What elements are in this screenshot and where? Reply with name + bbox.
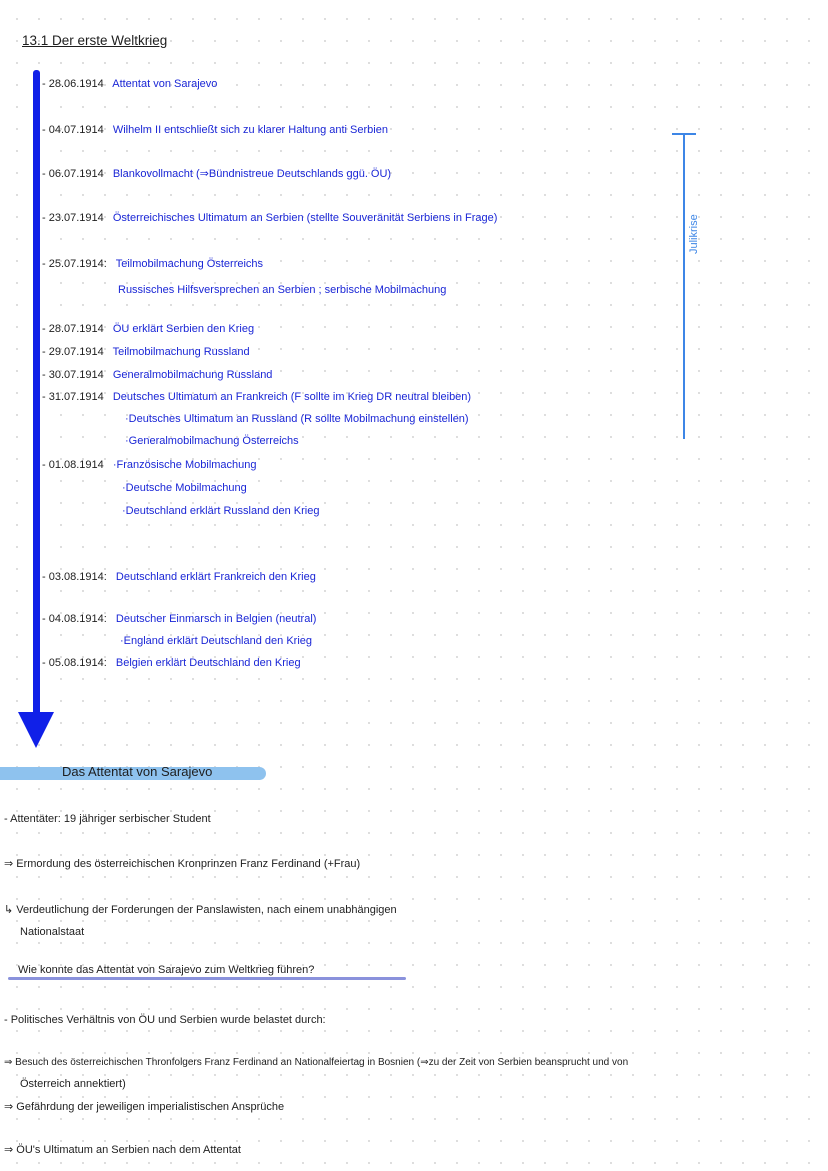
timeline-sub-event: Russisches Hilfsversprechen an Serbien ; serbische Mobilmachung [118, 284, 447, 296]
timeline-row [42, 257, 263, 271]
note-line: Nationalstaat [20, 926, 85, 938]
timeline-row [42, 77, 217, 91]
timeline-date: - 28.07.1914 [42, 323, 104, 335]
timeline-bar [33, 70, 40, 720]
timeline-date: - 25.07.1914: [42, 258, 107, 270]
note-line: ↳ Verdeutlichung der Forderungen der Panslawisten, nach einem unabhängigen [4, 904, 397, 916]
timeline-event: Deutschland erklärt Frankreich den Krieg [115, 571, 316, 583]
timeline-event: Teilmobilmachung Österreichs [115, 258, 264, 270]
note-line: ⇒ Gefährdung der jeweiligen imperialistischen Ansprüche [4, 1101, 285, 1113]
note-line: ⇒ Ermordung des österreichischen Kronprinzen Franz Ferdinand (+Frau) [4, 858, 361, 870]
timeline-event: Teilmobilmachung Russland [112, 346, 250, 358]
note-line: ⇒ Besuch des österreichischen Thronfolgers Franz Ferdinand an Nationalfeiertag in Bosnien (⇒zu der Zeit von Serbien beansprucht und von [4, 1057, 629, 1068]
timeline-sub-event: ·Deutsches Ultimatum an Russland (R sollte Mobilmachung einstellen) [125, 413, 469, 425]
timeline-row [42, 368, 272, 382]
note-line: - Attentäter: 19 jähriger serbischer Student [4, 813, 211, 825]
timeline-date: - 30.07.1914 [42, 369, 104, 381]
timeline-row [42, 322, 254, 336]
timeline-event: Attentat von Sarajevo [112, 78, 218, 90]
timeline-event: Österreichisches Ultimatum an Serbien (stellte Souveränität Serbiens in Frage) [112, 212, 498, 224]
timeline-sub-event: ·Deutsche Mobilmachung [122, 482, 247, 494]
timeline-date: - 01.08.1914 [42, 459, 104, 471]
timeline-date: - 05.08.1914: [42, 657, 107, 669]
timeline-date: - 04.07.1914 [42, 124, 104, 136]
page-title: 13.1 Der erste Weltkrieg [22, 33, 168, 48]
crisis-label: Julikrise [688, 214, 700, 254]
note-line: ⇒ ÖU's Ultimatum an Serbien nach dem Attentat [4, 1144, 241, 1156]
timeline-event: Deutsches Ultimatum an Frankreich (F sollte im Krieg DR neutral bleiben) [112, 391, 472, 403]
timeline-sub-event: ·Generalmobilmachung Österreichs [125, 435, 299, 447]
timeline-date: - 03.08.1914: [42, 571, 107, 583]
timeline-event: Wilhelm II entschließt sich zu klarer Haltung anti Serbien [112, 124, 388, 136]
question-underline [8, 977, 406, 980]
timeline-event: ÖU erklärt Serbien den Krieg [112, 323, 255, 335]
timeline-sub-event: ·England erklärt Deutschland den Krieg [120, 635, 313, 647]
timeline-row [42, 167, 391, 181]
timeline-row [42, 345, 250, 359]
timeline-row [42, 612, 316, 626]
timeline-row [42, 390, 471, 404]
timeline-date: - 28.06.1914 [42, 78, 104, 90]
timeline-date: - 23.07.1914 [42, 212, 104, 224]
timeline-date: - 31.07.1914 [42, 391, 104, 403]
note-line: - Politisches Verhältnis von ÖU und Serbien wurde belastet durch: [4, 1014, 326, 1026]
timeline-sub-event: ·Deutschland erklärt Russland den Krieg [122, 505, 320, 517]
timeline-row [42, 458, 257, 472]
timeline-row [42, 570, 316, 584]
timeline-arrow-icon [18, 712, 54, 748]
timeline-row [42, 211, 497, 225]
timeline-event: Deutscher Einmarsch in Belgien (neutral) [115, 613, 317, 625]
timeline-date: - 04.08.1914: [42, 613, 107, 625]
question-title: Wie konnte das Attentat von Sarajevo zum Weltkrieg führen? [18, 964, 315, 976]
timeline-row [42, 656, 301, 670]
timeline-event: Belgien erklärt Deutschland den Krieg [115, 657, 301, 669]
section-title: Das Attentat von Sarajevo [62, 764, 213, 779]
crisis-bracket-line [683, 133, 685, 439]
timeline-event: Blankovollmacht (⇒Bündnistreue Deutschlands ggü. ÖU) [112, 168, 392, 180]
timeline-date: - 06.07.1914 [42, 168, 104, 180]
timeline-date: - 29.07.1914 [42, 346, 104, 358]
timeline-row [42, 123, 388, 137]
timeline-event: ·Französische Mobilmachung [112, 459, 257, 471]
note-line: Österreich annektiert) [20, 1078, 126, 1090]
timeline-event: Generalmobilmachung Russland [112, 369, 273, 381]
